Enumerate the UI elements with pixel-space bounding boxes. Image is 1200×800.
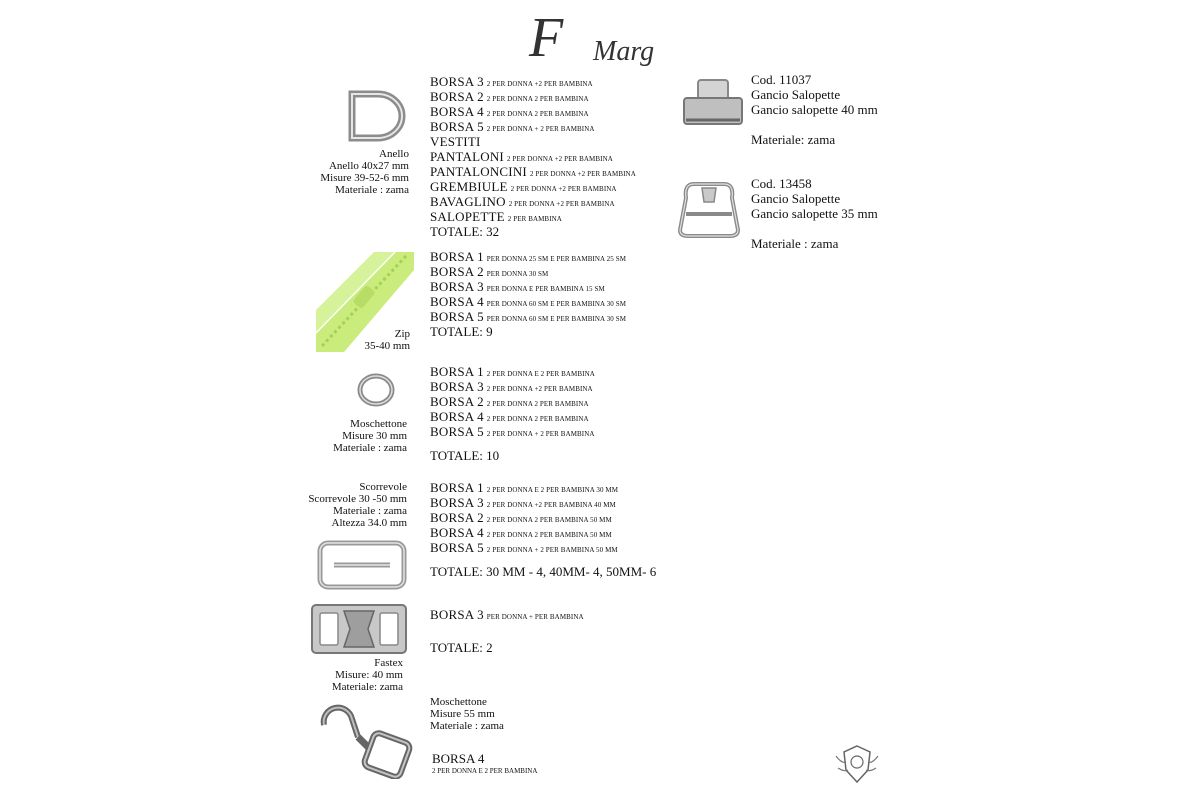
section1-list: [430, 74, 636, 239]
slider-buckle-image: [316, 537, 408, 593]
zip-line: 35-40 mm: [364, 340, 410, 352]
anello-line: Anello: [379, 148, 409, 160]
swivel-hook-image: [314, 697, 414, 779]
list-item: BORSA 3 2 PER DONNA +2 PER BAMBINA: [430, 74, 593, 89]
section3-total: TOTALE: 10: [430, 448, 500, 463]
overall-buckle-35-image: [674, 178, 744, 240]
list-item: GREMBIULE 2 PER DONNA +2 PER BAMBINA: [430, 179, 617, 194]
scorrevole-description: [308, 481, 407, 529]
right2-line: Gancio salopette 35 mm: [751, 206, 878, 221]
list-item: BORSA 4 PER DONNA 60 SM E PER BAMBINA 30 SM: [430, 294, 627, 309]
right2-line: Cod. 13458: [751, 176, 812, 191]
list-item: BORSA 4 2 PER DONNA 2 PER BAMBINA: [430, 409, 589, 424]
zip-image: [316, 252, 414, 352]
scorrevole-line: Scorrevole: [359, 481, 407, 493]
list-item: BAVAGLINO 2 PER DONNA +2 PER BAMBINA: [430, 194, 615, 209]
list-item: BORSA 5 PER DONNA 60 SM E PER BAMBINA 30 SM: [430, 309, 627, 324]
crest-icon: [832, 742, 882, 786]
anello-description: [320, 148, 409, 196]
list-item: BORSA 2 2 PER DONNA 2 PER BAMBINA: [430, 394, 589, 409]
anello-line: Misure 39-52-6 mm: [320, 172, 409, 184]
list-item: BORSA 5 2 PER DONNA + 2 PER BAMBINA: [430, 424, 595, 439]
anello-line: Anello 40x27 mm: [328, 160, 409, 172]
section6-main: BORSA 4: [432, 751, 485, 766]
right2-line: Gancio Salopette: [751, 191, 841, 206]
scorrevole-line: Altezza 34.0 mm: [331, 517, 407, 529]
anello-line: Materiale : zama: [335, 184, 409, 196]
logo-initial: F: [529, 7, 564, 69]
section4-total: TOTALE: 30 MM - 4, 40MM- 4, 50MM- 6: [430, 564, 657, 579]
moschettone30-description: [333, 418, 407, 454]
section5-total: TOTALE: 2: [430, 640, 493, 655]
moschettone30-line: Moschettone: [350, 418, 407, 430]
d-ring-image: [338, 84, 414, 148]
scorrevole-line: Scorrevole 30 -50 mm: [308, 493, 407, 505]
o-ring-image: [356, 372, 396, 408]
list-item: SALOPETTE 2 PER BAMBINA: [430, 209, 562, 224]
list-item: BORSA 4 2 PER DONNA 2 PER BAMBINA: [430, 104, 589, 119]
right1-line: Cod. 11037: [751, 72, 812, 87]
brand-logo: [515, 6, 665, 76]
zip-description: [364, 328, 410, 352]
overall-buckle-40-image: [680, 76, 744, 136]
list-item: BORSA 5 2 PER DONNA + 2 PER BAMBINA 50 MM: [430, 540, 618, 555]
section4-list: [430, 480, 618, 555]
section6-description: [430, 696, 504, 732]
section5-list: [430, 607, 584, 622]
right1-description: [751, 72, 878, 147]
list-item: BORSA 1 2 PER DONNA E 2 PER BAMBINA 30 MM: [430, 480, 619, 495]
fastex-buckle-image: [310, 603, 408, 655]
fastex-description: [332, 657, 403, 693]
section2-list: [430, 249, 626, 339]
fastex-line: Fastex: [374, 657, 403, 669]
list-item: BORSA 4 2 PER DONNA 2 PER BAMBINA 50 MM: [430, 525, 612, 540]
right2-spacer: [751, 221, 878, 236]
right2-line: Materiale : zama: [751, 236, 839, 251]
moschettone30-line: Materiale : zama: [333, 442, 407, 454]
list-item: PANTALONCINI 2 PER DONNA +2 PER BAMBINA: [430, 164, 636, 179]
moschettone30-line: Misure 30 mm: [342, 430, 407, 442]
right1-line: Gancio salopette 40 mm: [751, 102, 878, 117]
list-item: BORSA 3 PER DONNA E PER BAMBINA 15 SM: [430, 279, 605, 294]
list-item: BORSA 1 PER DONNA 25 SM E PER BAMBINA 25 SM: [430, 249, 627, 264]
list-item: VESTITI: [430, 134, 481, 149]
list-item: BORSA 2 2 PER DONNA 2 PER BAMBINA: [430, 89, 589, 104]
right2-description: [751, 176, 878, 251]
right1-spacer: [751, 117, 878, 132]
section3-list: [430, 364, 595, 439]
list-item: BORSA 3 PER DONNA + PER BAMBINA: [430, 607, 584, 622]
fastex-line: Misure: 40 mm: [335, 669, 403, 681]
fastex-line: Materiale: zama: [331, 681, 403, 693]
logo-script: Marg: [593, 36, 655, 67]
list-item: PANTALONI 2 PER DONNA +2 PER BAMBINA: [430, 149, 613, 164]
list-item: BORSA 1 2 PER DONNA E 2 PER BAMBINA: [430, 364, 595, 379]
section6-line: Misure 55 mm: [430, 708, 495, 720]
list-item: BORSA 3 2 PER DONNA +2 PER BAMBINA: [430, 379, 593, 394]
list-item: BORSA 3 2 PER DONNA +2 PER BAMBINA 40 MM: [430, 495, 616, 510]
right1-line: Gancio Salopette: [751, 87, 841, 102]
section1-total: TOTALE: 32: [430, 224, 500, 239]
section6-sub: 2 PER DONNA E 2 PER BAMBINA: [432, 767, 538, 775]
list-item: BORSA 5 2 PER DONNA + 2 PER BAMBINA: [430, 119, 595, 134]
scorrevole-line: Materiale : zama: [333, 505, 407, 517]
section6-line: Materiale : zama: [430, 720, 504, 732]
list-item: BORSA 2 2 PER DONNA 2 PER BAMBINA 50 MM: [430, 510, 612, 525]
section6-line: Moschettone: [430, 696, 487, 708]
zip-line: Zip: [394, 328, 410, 340]
section2-total: TOTALE: 9: [430, 324, 493, 339]
list-item: BORSA 2 PER DONNA 30 SM: [430, 264, 549, 279]
right1-line: Materiale: zama: [751, 132, 836, 147]
